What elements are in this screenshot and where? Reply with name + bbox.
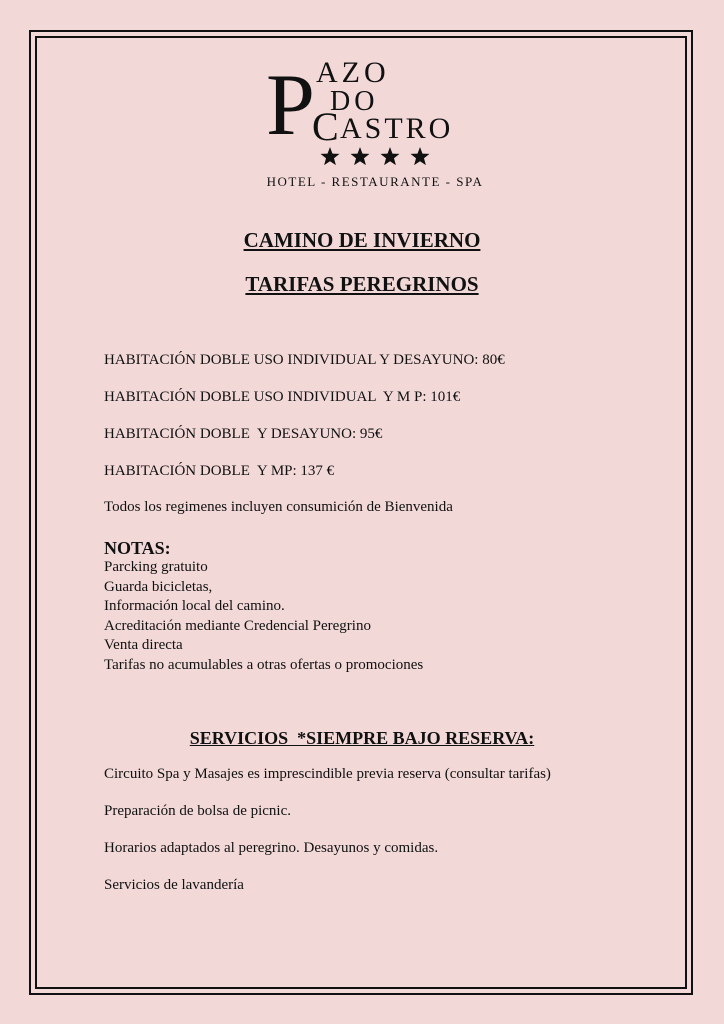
logo-word-astro: ASTRO <box>340 112 454 145</box>
service-item: Preparación de bolsa de picnic. <box>104 803 292 819</box>
list-item: Venta directa <box>104 637 183 653</box>
welcome-note: Todos los regimenes incluyen consumición de Bienvenida <box>104 499 453 515</box>
notes-title: NOTAS: <box>104 538 171 558</box>
list-item: Información local del camino. <box>104 598 285 614</box>
list-item: Acreditación mediante Credencial Peregrino <box>104 617 371 634</box>
logo-mark <box>260 52 490 172</box>
page-title: CAMINO DE INVIERNO <box>243 228 481 252</box>
service-item: Servicios de lavandería <box>104 877 244 893</box>
star-icon <box>350 147 369 165</box>
logo-word-azo: AZO <box>316 56 390 89</box>
list-item: Parcking gratuito <box>104 559 208 575</box>
service-item: Circuito Spa y Masajes es imprescindible previa reserva (consultar tarifas) <box>104 766 551 782</box>
logo-initial-p: P <box>266 57 315 154</box>
star-icon <box>380 147 399 165</box>
rate-line: HABITACIÓN DOBLE Y DESAYUNO: 95€ <box>104 426 383 442</box>
notes-list <box>104 558 423 675</box>
logo-stars <box>320 147 429 165</box>
logo-subtitle: HOTEL - RESTAURANTE - SPA <box>266 174 484 189</box>
rate-line: HABITACIÓN DOBLE USO INDIVIDUAL Y DESAYUNO: 80€ <box>104 352 505 368</box>
rate-line: HABITACIÓN DOBLE USO INDIVIDUAL Y M P: 101€ <box>104 389 461 405</box>
rate-line: HABITACIÓN DOBLE Y MP: 137 € <box>104 463 335 479</box>
list-item: Guarda bicicletas, <box>104 578 213 595</box>
hotel-logo <box>260 52 490 192</box>
list-item: Tarifas no acumulables a otras ofertas o promociones <box>104 656 424 673</box>
star-icon <box>410 147 429 165</box>
logo-word-do: DO <box>330 86 379 117</box>
services-title: SERVICIOS *SIEMPRE BAJO RESERVA: <box>189 728 535 748</box>
service-item: Horarios adaptados al peregrino. Desayunos y comidas. <box>104 840 439 856</box>
page-subtitle: TARIFAS PEREGRINOS <box>245 272 479 296</box>
logo-initial-c: C <box>312 104 339 149</box>
star-icon <box>320 147 339 165</box>
